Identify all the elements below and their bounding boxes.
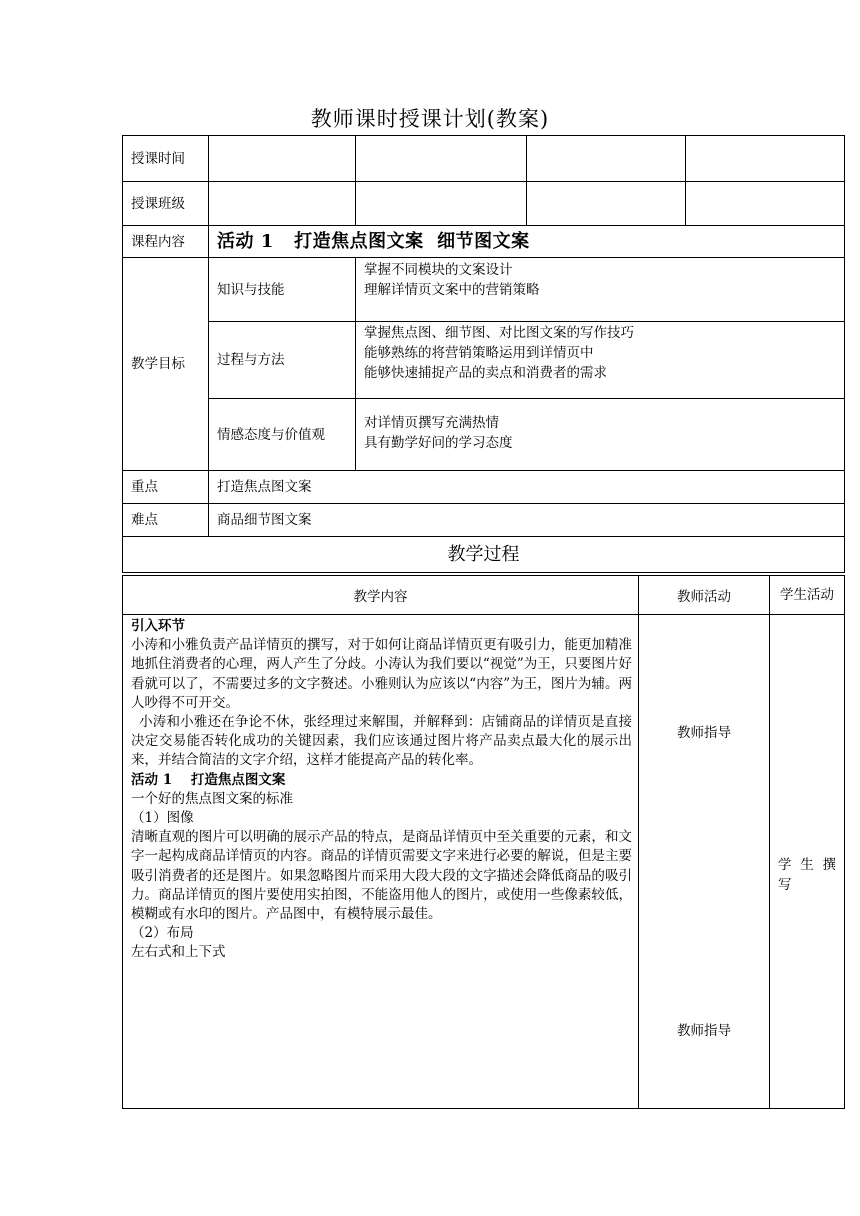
knowledge-items <box>356 258 845 322</box>
intro-paragraph-2: 小涛和小雅还在争论不休，张经理过来解围，并解释到：店铺商品的详情页是直接决定交易能否转化成功的关键因素，我们应该通过图片将产品卖点最大化的展示出来，并结合简洁的文字介绍，这样才能提高产品的转化率。 <box>131 714 632 769</box>
intro-heading: 引入环节 <box>131 618 185 634</box>
page-title: 教师课时授课计划(教案) <box>310 107 550 131</box>
class-cell-2[interactable] <box>356 182 527 226</box>
process-body-row <box>123 615 845 1109</box>
row-process-heading <box>123 537 845 573</box>
student-activity-cell <box>770 615 845 1109</box>
objectives-label: 教学目标 <box>123 258 209 471</box>
process-item: 能够熟练的将营销策略运用到详情页中 <box>364 345 594 361</box>
col-teacher-header: 教师活动 <box>639 576 770 615</box>
time-cell-4[interactable] <box>686 136 845 182</box>
student-activity-1: 学 生 撰 写 <box>778 857 836 893</box>
content-value: 活动 1 打造焦点图文案 细节图文案 <box>209 226 845 258</box>
lesson-plan-table <box>122 135 845 573</box>
row-attitude <box>123 399 845 471</box>
layout-heading: （2）布局 <box>131 925 194 942</box>
activity-heading: 活动 1 打造焦点图文案 <box>131 771 286 788</box>
teacher-activity-cell <box>639 615 770 1109</box>
difficulty-label: 难点 <box>123 504 209 537</box>
layout-paragraph: 左右式和上下式 <box>131 944 226 961</box>
col-student-header: 学生活动 <box>770 576 845 615</box>
row-time <box>123 136 845 182</box>
row-key <box>123 471 845 504</box>
knowledge-item: 理解详情页文案中的营销策略 <box>364 282 540 298</box>
attitude-label: 情感态度与价值观 <box>209 399 356 471</box>
intro-paragraph-1: 小涛和小雅负责产品详情页的撰写，对于如何让商品详情页更有吸引力，能更加精准地抓住消费者的心理，两人产生了分歧。小涛认为我们要以“视觉”为王，只要图片好看就可以了，不需要过多的文字赘述。小雅则认为应该以“内容”为王，图片为辅。两人吵得不可开交。 <box>131 637 632 711</box>
process-items <box>356 322 845 399</box>
class-label: 授课班级 <box>123 182 209 226</box>
image-heading: （1）图像 <box>131 810 194 827</box>
attitude-item: 具有勤学好问的学习态度 <box>364 435 513 451</box>
time-cell-2[interactable] <box>356 136 527 182</box>
col-content-header: 教学内容 <box>123 576 639 615</box>
row-difficulty <box>123 504 845 537</box>
row-class <box>123 182 845 226</box>
attitude-item: 对详情页撰写充满热情 <box>364 415 499 431</box>
standard-line: 一个好的焦点图文案的标准 <box>131 790 293 807</box>
row-knowledge <box>123 258 845 322</box>
process-header-row <box>123 576 845 615</box>
attitude-items <box>356 399 845 471</box>
teaching-content <box>123 615 639 1109</box>
image-paragraph: 清晰直观的图片可以明确的展示产品的特点，是商品详情页中至关重要的元素，和文字一起构成商品详情页的内容。商品的详情页需要文字来进行必要的解说，但是主要吸引消费者的还是图片。如果忽略图片而采用大段大段的文字描述会降低商品的吸引力。商品详情页的图片要使用实拍图，不能盗用他人的图片，或使用一些像素较低，模糊或有水印的图片。产品图中，有模特展示最佳。 <box>131 829 632 923</box>
class-cell-1[interactable] <box>209 182 356 226</box>
knowledge-item: 掌握不同模块的文案设计 <box>364 262 513 278</box>
key-value: 打造焦点图文案 <box>209 471 845 504</box>
time-cell-3[interactable] <box>527 136 686 182</box>
teacher-activity-1: 教师指导 <box>677 725 731 741</box>
knowledge-label: 知识与技能 <box>209 258 356 322</box>
row-content <box>123 226 845 258</box>
row-process <box>123 322 845 399</box>
teacher-activity-2: 教师指导 <box>677 1023 731 1039</box>
teaching-process-table <box>122 575 845 1109</box>
time-label: 授课时间 <box>123 136 209 182</box>
class-cell-4[interactable] <box>686 182 845 226</box>
class-cell-3[interactable] <box>527 182 686 226</box>
time-cell-1[interactable] <box>209 136 356 182</box>
process-item: 能够快速捕捉产品的卖点和消费者的需求 <box>364 365 607 381</box>
content-label: 课程内容 <box>123 226 209 258</box>
process-item: 掌握焦点图、细节图、对比图文案的写作技巧 <box>364 325 634 341</box>
key-label: 重点 <box>123 471 209 504</box>
difficulty-value: 商品细节图文案 <box>209 504 845 537</box>
process-heading: 教学过程 <box>123 537 845 573</box>
process-label: 过程与方法 <box>209 322 356 399</box>
